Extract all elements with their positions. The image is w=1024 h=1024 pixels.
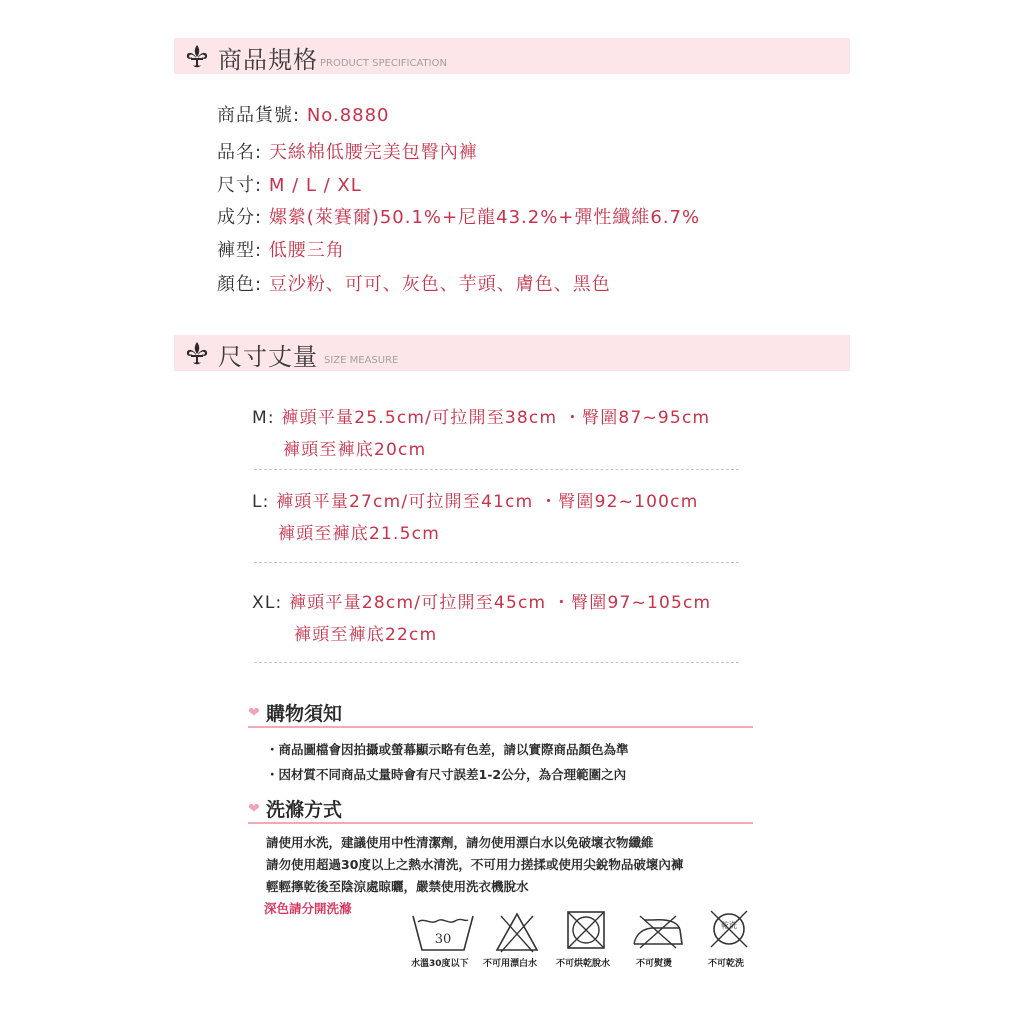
size-row-l-line2: 褲頭至褲底21.5cm [278,524,440,544]
care-label: 不可烘乾脫水 [556,959,611,969]
divider [254,662,739,663]
shopping-notice-item: ・商品圖檔會因拍攝或螢幕顯示略有色差，請以實際商品顏色為準 [266,742,629,757]
spec-section-title: 商品規格 [218,46,318,74]
washing-note: 深色請分開洗滌 [264,901,352,916]
shopping-notice-header [248,700,753,728]
no-tumble-dry-icon [566,910,606,950]
washing-instruction: 輕輕擰乾後至陰涼處晾曬，嚴禁使用洗衣機脫水 [266,879,529,894]
washing-instruction: 請勿使用超過30度以上之熱水清洗，不可用力搓揉或使用尖銳物品破壞內褲 [266,857,684,872]
wash-30-icon [410,910,476,954]
size-row-xl-line1: XL: 褲頭平量28cm/可拉開至45cm ・臀圍97~105cm [252,593,712,613]
svg-text:乾洗: 乾洗 [721,921,737,930]
spec-row-item-number: 商品貨號: No.8880 [217,105,390,126]
washing-instruction: 請使用水洗，建議使用中性清潔劑，請勿使用漂白水以免破壞衣物纖維 [266,835,654,850]
size-row-l-line1: L: 褲頭平量27cm/可拉開至41cm ・臀圍92~100cm [252,492,699,512]
size-row-xl-line2: 褲頭至褲底22cm [294,625,438,645]
heart-icon: ❤ [248,801,260,817]
size-section-title: 尺寸丈量 [218,343,318,371]
fleur-de-lis-icon [184,43,210,69]
heart-icon: ❤ [248,705,260,721]
size-section-header [174,335,850,371]
spec-section-subtitle: PRODUCT SPECIFICATION [320,58,447,69]
no-iron-icon [630,912,686,950]
spec-row-material: 成分: 嫘縈(萊賽爾)50.1%+尼龍43.2%+彈性纖維6.7% [217,207,701,228]
fleur-de-lis-icon [184,340,210,366]
spec-section-header [174,38,850,74]
spec-row-colors: 顏色: 豆沙粉、可可、灰色、芋頭、膚色、黑色 [217,274,611,295]
care-label: 不可乾洗 [708,959,745,969]
no-dry-clean-icon [706,906,752,952]
washing-header [248,796,753,824]
shopping-notice-title: 購物須知 [266,703,343,725]
size-section-subtitle: SIZE MEASURE [324,355,399,366]
spec-row-size: 尺寸: M / L / XL [217,175,362,196]
divider [254,469,739,470]
care-label: 不可用漂白水 [483,959,538,969]
spec-row-name: 品名: 天絲棉低腰完美包臀內褲 [217,142,478,163]
no-bleach-icon [494,910,540,954]
size-row-m-line1: M: 褲頭平量25.5cm/可拉開至38cm ・臀圍87~95cm [252,408,711,428]
svg-text:30: 30 [434,932,452,947]
size-row-m-line2: 褲頭至褲底20cm [283,440,427,460]
divider [254,562,739,563]
spec-row-type: 褲型: 低腰三角 [217,240,345,261]
care-label: 水溫30度以下 [411,959,469,969]
care-label: 不可熨燙 [636,959,673,969]
washing-title: 洗滌方式 [266,799,343,821]
shopping-notice-item: ・因材質不同商品丈量時會有尺寸誤差1-2公分，為合理範圍之內 [266,767,627,782]
